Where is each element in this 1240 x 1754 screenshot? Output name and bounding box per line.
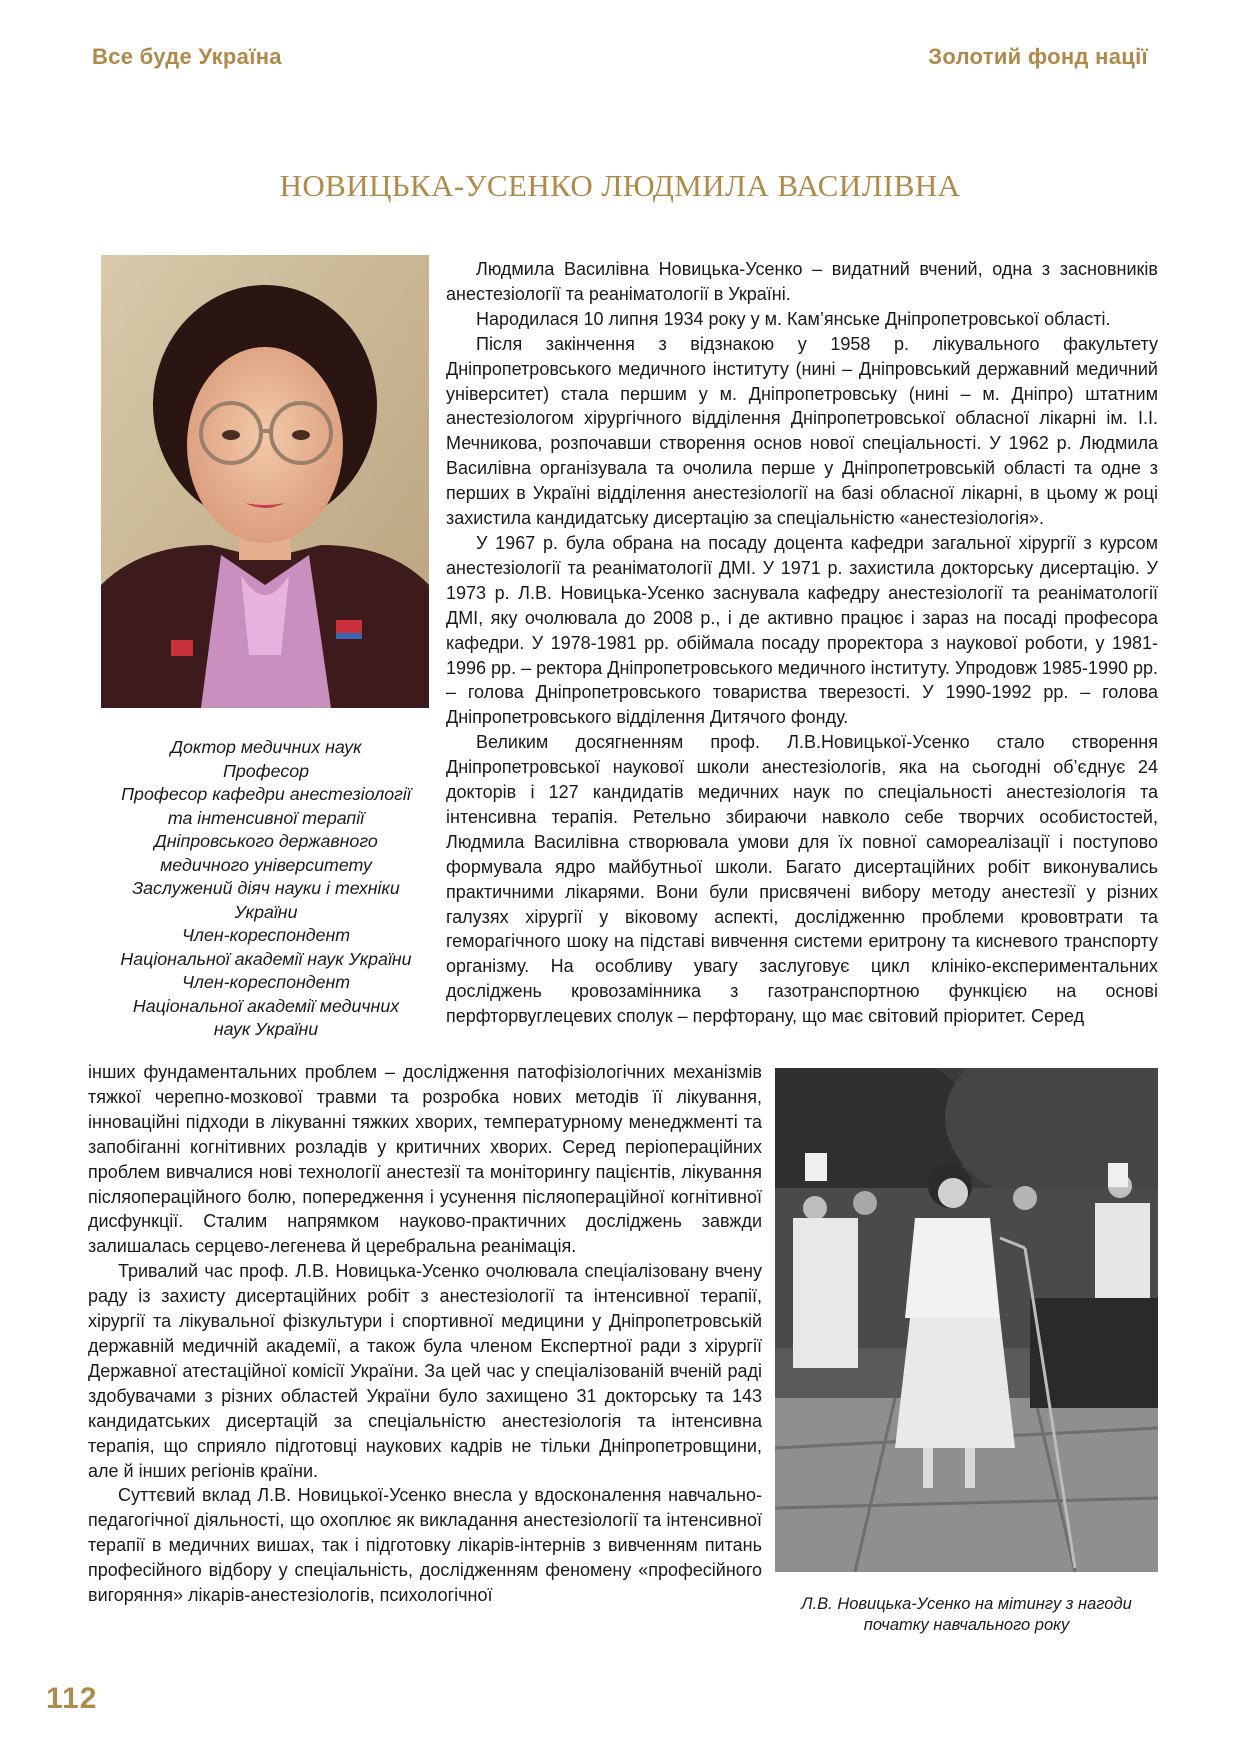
credential-line: Член-кореспондент bbox=[181, 972, 351, 992]
paragraph: Людмила Василівна Новицька-Усенко – видатний вчений, одна з засновників анестезіології та реаніматології в Україні. bbox=[446, 259, 1158, 304]
credential-line: Заслужений діяч науки і техніки bbox=[132, 878, 400, 898]
paragraph: Тривалий час проф. Л.В. Новицька-Усенко очолювала спеціалізовану вчену раду із захисту дисертаційних робіт з анестезіології та інтенсивної терапії, хірургії та лікувальної фізкультури і спортивної медицини у Дніпропетровській державній медичній академії, а також була членом Експертної ради з хірургії Державної атестаційної комісії України. За цей час у спеціалізованій вченій раді здобувачами з різних областей України було захищено 31 докторську та 143 кандидатських дисертацій за спеціальністю анестезіологія та інтенсивна терапія, що сприяло підготовці наукових кадрів не тільки Дніпропетровщини, але й інших регіонів країни. bbox=[88, 1261, 762, 1481]
credential-line: Доктор медичних наук bbox=[170, 737, 362, 757]
running-header-left: Все буде Україна bbox=[92, 44, 282, 69]
credential-line: Національної академії медичних bbox=[132, 995, 400, 1016]
page-number: 112 bbox=[46, 1682, 98, 1715]
paragraph: Народилася 10 липня 1934 року у м. Кам’янське Дніпропетровської області. bbox=[476, 308, 1111, 329]
article-title: НОВИЦЬКА-УСЕНКО ЛЮДМИЛА ВАСИЛІВНА bbox=[279, 168, 961, 203]
body-text-bottom-column bbox=[88, 1060, 762, 1608]
credential-line: Професор bbox=[222, 760, 310, 781]
paragraph: Великим досягненням проф. Л.В.Новицької-Усенко стало створення Дніпропетровської наукової школи анестезіологів, яка на сьогодні об’єднує 24 докторів і 127 кандидатів медичних наук по спеціальності анестезіологія та інтенсивна терапія. Ретельно збираючи навколо себе творчих особистостей, Людмила Василівна створювала умови для їх повної самореалізації і поступово формувала ядро майбутньої школи. Багато дисертаційних робіт виконувались практичними лікарями. Вони були присвячені вибору методу анестезії у різних галузях хірургії у віковому аспекті, дослідженню проблеми крововтрати та геморагічного шоку на підставі вивчення системи еритрону та кисневого транспорту організму. На особливу увагу заслуговує цикл клініко-експериментальних досліджень кровозамінника з газотранспортною функцією на основі перфторвуглецевих сполук – перфторану, що має світовий пріоритет. Серед bbox=[446, 732, 1158, 1027]
paragraph: Після закінчення з відзнакою у 1958 р. лікувального факультету Дніпропетровського медичного інституту (нині – Дніпровський державний медичний університет) стала першим у м. Дніпропетровську (нині – м. Дніпро) штатним анестезіологом хірургічного відділення Дніпропетровської обласної лікарні ім. І.І. Мечникова, розпочавши створення основ нової спеціальності. У 1962 р. Людмила Василівна організувала та очолила перше у Дніпропетровській області та одне з перших в Україні відділення анестезіології на базі обласної лікарні, в цьому ж році захистила кандидатську дисертацію за спеціальністю «анестезіологія». bbox=[446, 333, 1158, 529]
credential-line: медичного університету bbox=[160, 854, 372, 875]
credential-line: Член-кореспондент bbox=[181, 925, 351, 945]
credential-line: та інтенсивної терапії bbox=[167, 807, 365, 828]
event-photo bbox=[775, 1068, 1158, 1572]
body-text-right-column bbox=[446, 257, 1158, 1029]
paragraph: інших фундаментальних проблем – дослідження патофізіологічних механізмів тяжкої черепно-мозкової травми та розробка нових методів її лікування, інноваційні підходи в лікуванні тяжких хворих, температурному менеджменті та запобіганні когнітивних розладів у критичних хворих. Серед періопераційних проблем вивчалися нові технології анестезії та моніторингу пацієнтів, лікування післяопераційного болю, попередження і усунення післяопераційної когнітивної дисфункції. Сталим напрямком науково-практичних досліджень завжди залишалась серцево-легенева й церебральна реанімація. bbox=[88, 1062, 762, 1257]
credential-line: України bbox=[234, 901, 298, 922]
credential-line: Національної академії наук України bbox=[120, 948, 412, 969]
credential-line: Професор кафедри анестезіології bbox=[121, 784, 411, 804]
credentials-block bbox=[94, 736, 438, 1042]
portrait-photo bbox=[101, 255, 429, 708]
paragraph: Суттєвий вклад Л.В. Новицької-Усенко внесла у вдосконалення навчально-педагогічної діяльності, що охоплює як викладання анестезіології та інтенсивної терапії в медичних вишах, так і підготовку лікарів-інтернів з вивченням питань професійного відбору у спеціальність, дослідженням феномену «професійного вигоряння» лікарів-анестезіологів, психологічної bbox=[88, 1485, 762, 1606]
credential-line: наук України bbox=[213, 1019, 319, 1039]
paragraph: У 1967 р. була обрана на посаду доцента кафедри загальної хірургії з курсом анестезіології та реаніматології ДМІ. У 1971 р. захистила докторську дисертацію. У 1973 р. Л.В. Новицька-Усенко заснувала кафедру анестезіології та реаніматології ДМІ, яку очолювала до 2008 р., і де активно працює і зараз на посаді професора кафедри. У 1978-1981 рр. обіймала посаду проректора з наукової роботи, у 1981-1996 рр. – ректора Дніпропетровського медичного інституту. Упродовж 1985-1990 рр. – голова Дніпропетровського товариства тверезості. У 1990-1992 рр. – голова Дніпропетровського відділення Дитячого фонду. bbox=[446, 532, 1158, 728]
running-header-right: Золотий фонд нації bbox=[928, 44, 1148, 69]
credential-line: Дніпровського державного bbox=[154, 831, 378, 851]
photo-caption: Л.В. Новицька-Усенко на мітингу з нагоди початку навчального року bbox=[801, 1595, 1132, 1634]
